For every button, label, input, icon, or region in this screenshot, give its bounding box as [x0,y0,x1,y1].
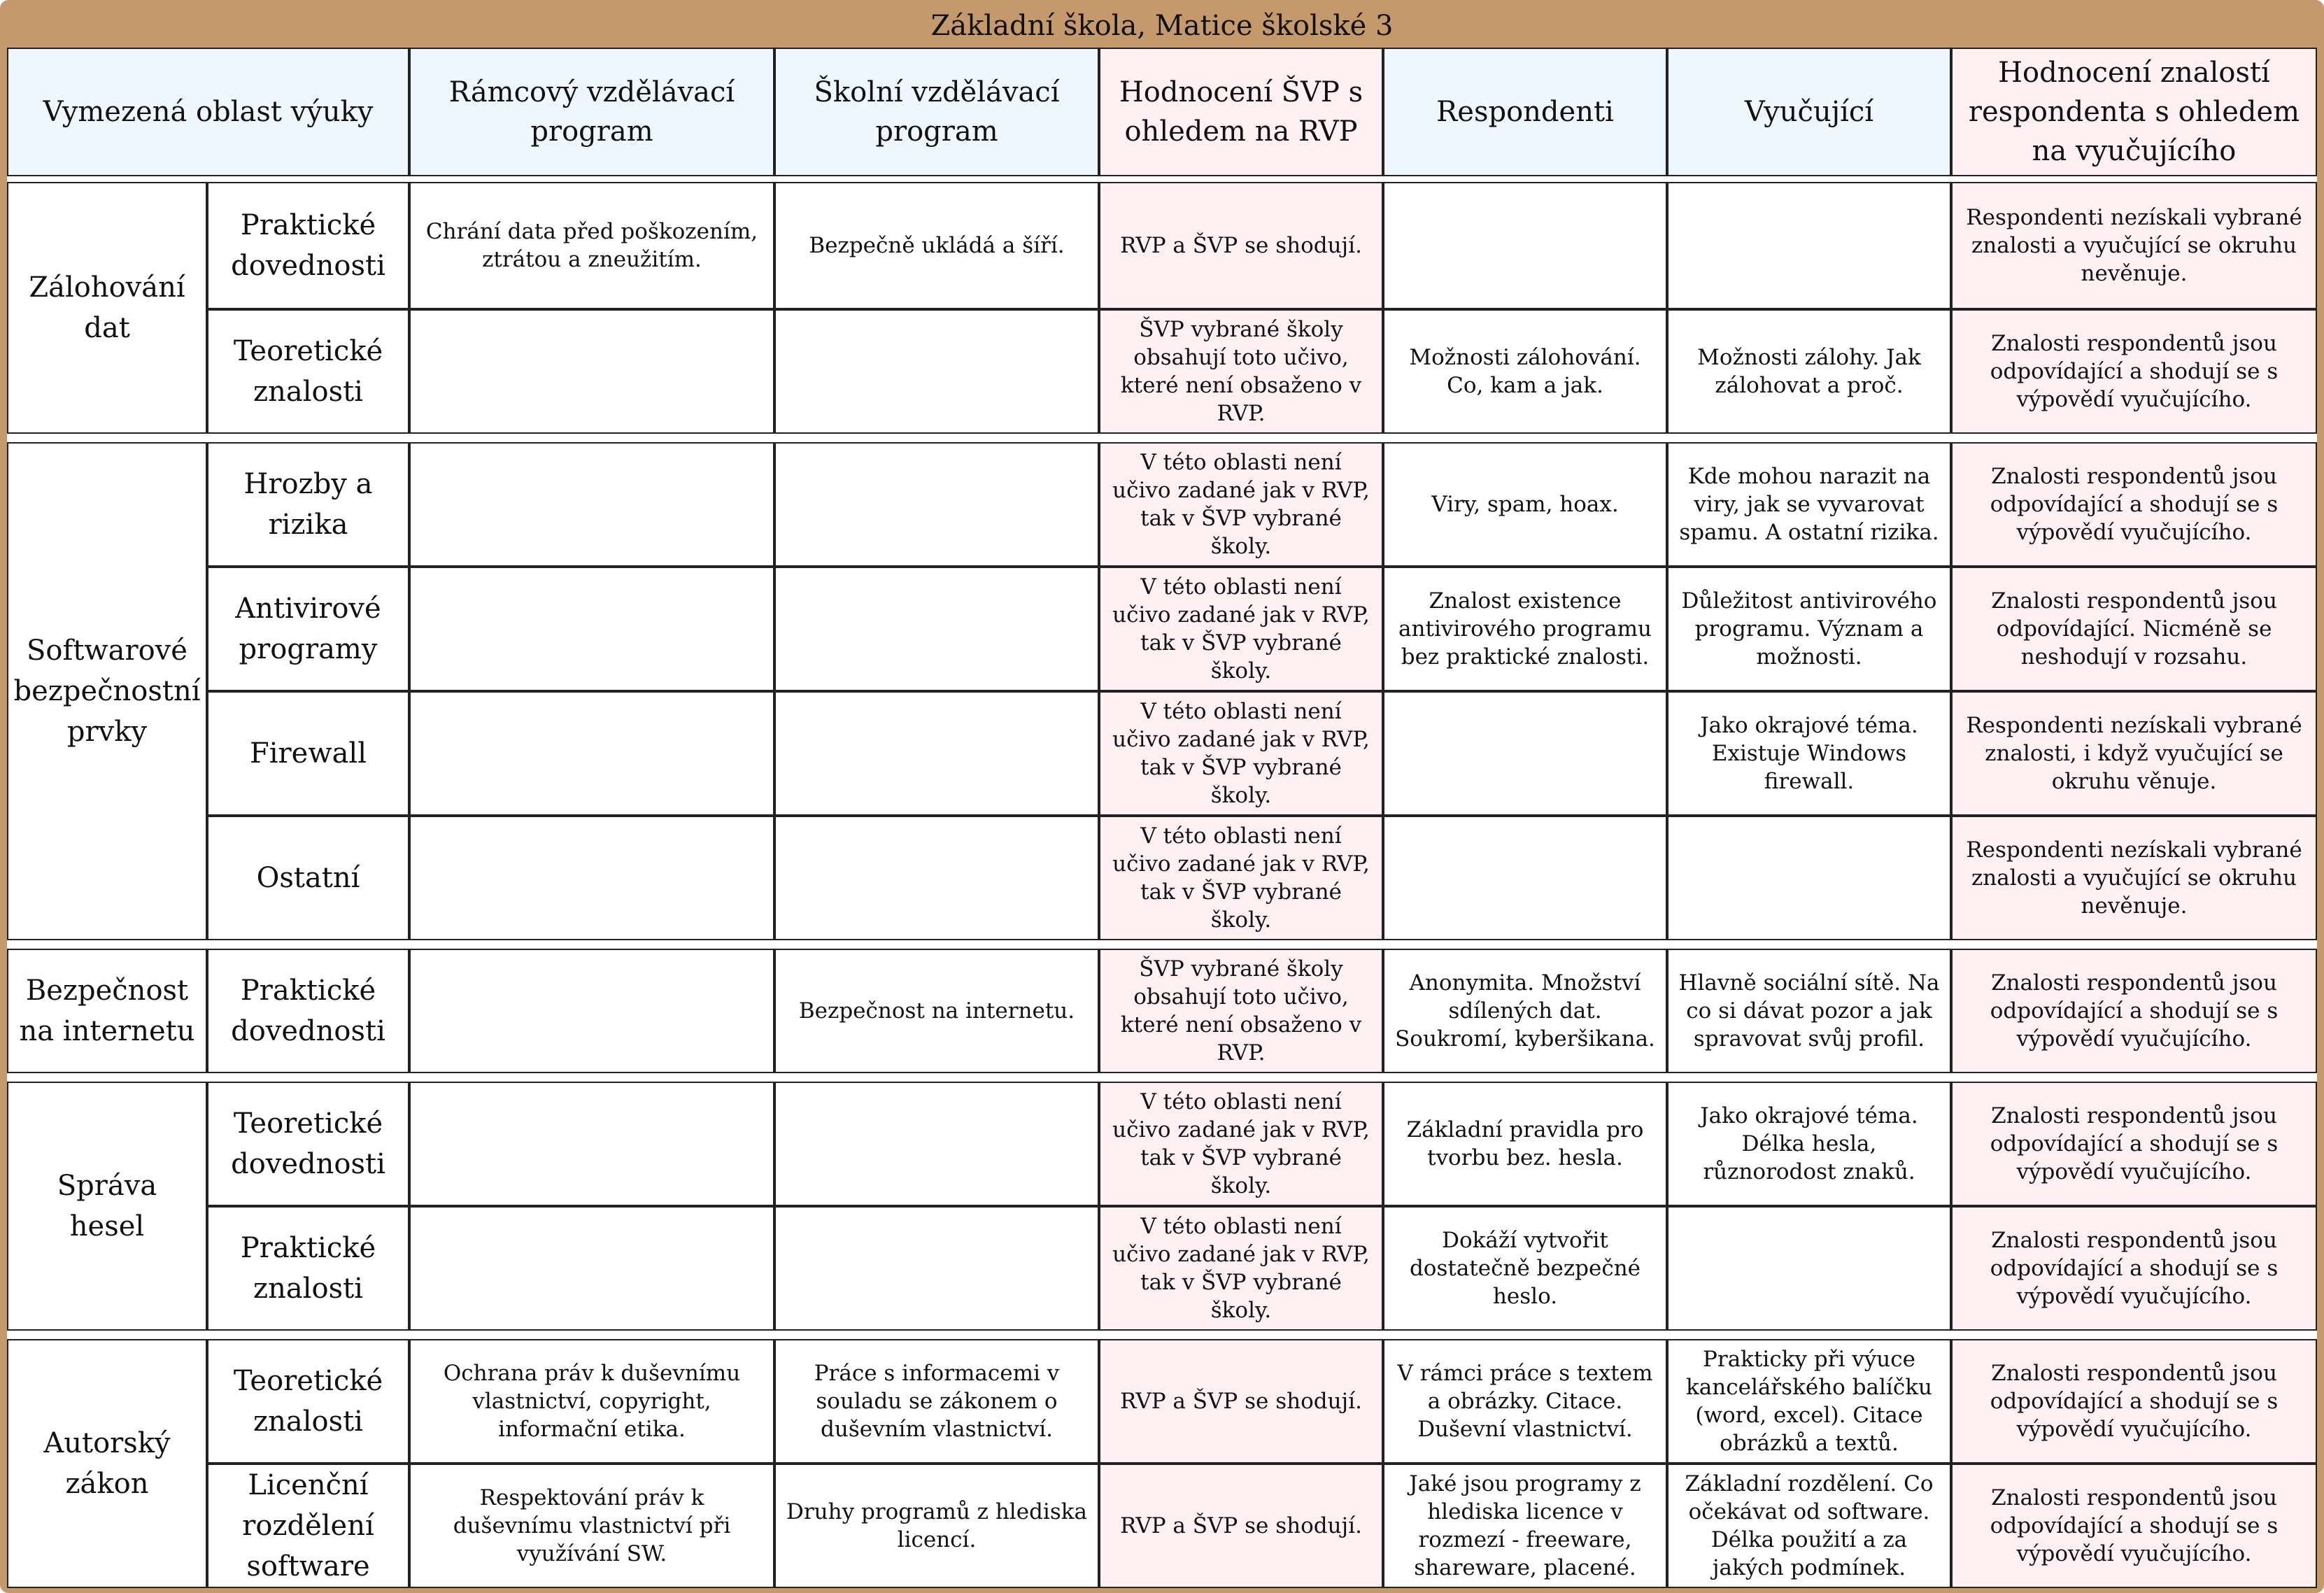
group-label: Zálohování dat [7,182,207,434]
cell-respondents: Anonymita. Množství sdílených dat. Soukromí, kyberšikana. [1383,949,1667,1073]
cell-eval-svp: V této oblasti není učivo zadané jak v RVP, tak v ŠVP vybrané školy. [1099,442,1383,567]
subarea-label: Ostatní [207,816,409,940]
cell-eval-resp: Znalosti respondentů jsou odpovídající. Nicméně se neshodují v rozsahu. [1951,567,2317,691]
cell-rvp [409,1206,774,1331]
cell-teachers: Důležitost antivirového programu. Význam a možnosti. [1667,567,1951,691]
subarea-label: Praktické dovednosti [207,182,409,309]
subarea-label: Teoretické znalosti [207,309,409,434]
header-svp: Školní vzdělávací program [774,48,1099,176]
subarea-label: Praktické znalosti [207,1206,409,1331]
cell-rvp [409,691,774,816]
group-label: Bezpečnost na internetu [7,949,207,1073]
cell-eval-resp: Znalosti respondentů jsou odpovídající a shodují se s výpovědí vyučujícího. [1951,1082,2317,1206]
cell-eval-svp: V této oblasti není učivo zadané jak v RVP, tak v ŠVP vybrané školy. [1099,567,1383,691]
cell-respondents: V rámci práce s textem a obrázky. Citace. Duševní vlastnictví. [1383,1339,1667,1464]
cell-teachers [1667,1206,1951,1331]
cell-svp [774,1082,1099,1206]
header-respondents: Respondenti [1383,48,1667,176]
cell-svp: Bezpečnost na internetu. [774,949,1099,1073]
cell-eval-svp: V této oblasti není učivo zadané jak v RVP, tak v ŠVP vybrané školy. [1099,1206,1383,1331]
cell-eval-resp: Znalosti respondentů jsou odpovídající a shodují se s výpovědí vyučujícího. [1951,949,2317,1073]
cell-eval-resp: Respondenti nezískali vybrané znalosti a vyučující se okruhu nevěnuje. [1951,816,2317,940]
cell-rvp: Ochrana práv k duševnímu vlastnictví, copyright, informační etika. [409,1339,774,1464]
subarea-label: Firewall [207,691,409,816]
cell-respondents [1383,691,1667,816]
header-area: Vymezená oblast výuky [7,48,409,176]
header-rvp: Rámcový vzdělávací program [409,48,774,176]
cell-teachers: Kde mohou narazit na viry, jak se vyvarovat spamu. A ostatní rizika. [1667,442,1951,567]
cell-respondents: Jaké jsou programy z hlediska licence v rozmezí - freeware, shareware, placené. [1383,1464,1667,1588]
cell-svp [774,1206,1099,1331]
cell-eval-resp: Znalosti respondentů jsou odpovídající a shodují se s výpovědí vyučujícího. [1951,1464,2317,1588]
cell-eval-svp: V této oblasti není učivo zadané jak v RVP, tak v ŠVP vybrané školy. [1099,816,1383,940]
subarea-label: Teoretické znalosti [207,1339,409,1464]
cell-respondents: Dokáží vytvořit dostatečně bezpečné heslo. [1383,1206,1667,1331]
table-title: Základní škola, Matice školské 3 [4,4,2320,48]
cell-respondents: Možnosti zálohování. Co, kam a jak. [1383,309,1667,434]
cell-rvp [409,567,774,691]
cell-eval-resp: Znalosti respondentů jsou odpovídající a shodují se s výpovědí vyučujícího. [1951,1206,2317,1331]
cell-svp [774,442,1099,567]
cell-rvp [409,442,774,567]
cell-teachers [1667,816,1951,940]
cell-rvp: Chrání data před poškozením, ztrátou a zneužitím. [409,182,774,309]
group-label: Softwarové bezpečnostní prvky [7,442,207,940]
cell-respondents: Viry, spam, hoax. [1383,442,1667,567]
cell-svp [774,691,1099,816]
cell-svp: Bezpečně ukládá a šíří. [774,182,1099,309]
cell-svp: Druhy programů z hlediska licencí. [774,1464,1099,1588]
cell-svp [774,816,1099,940]
header-eval-svp: Hodnocení ŠVP s ohledem na RVP [1099,48,1383,176]
cell-eval-svp: V této oblasti není učivo zadané jak v RVP, tak v ŠVP vybrané školy. [1099,691,1383,816]
cell-eval-svp: RVP a ŠVP se shodují. [1099,182,1383,309]
cell-teachers: Možnosti zálohy. Jak zálohovat a proč. [1667,309,1951,434]
cell-eval-svp: ŠVP vybrané školy obsahují toto učivo, které není obsaženo v RVP. [1099,309,1383,434]
table-body [7,48,2317,1586]
cell-respondents [1383,816,1667,940]
subarea-label: Praktické dovednosti [207,949,409,1073]
header-eval-resp: Hodnocení znalostí respondenta s ohledem na vyučujícího [1951,48,2317,176]
cell-eval-svp: RVP a ŠVP se shodují. [1099,1464,1383,1588]
cell-rvp: Respektování práv k duševnímu vlastnictví při využívání SW. [409,1464,774,1588]
cell-teachers: Základní rozdělení. Co očekávat od software. Délka použití a za jakých podmínek. [1667,1464,1951,1588]
cell-eval-svp: V této oblasti není učivo zadané jak v RVP, tak v ŠVP vybrané školy. [1099,1082,1383,1206]
group-label: Autorský zákon [7,1339,207,1588]
subarea-label: Hrozby a rizika [207,442,409,567]
header-teachers: Vyučující [1667,48,1951,176]
cell-rvp [409,949,774,1073]
cell-teachers: Jako okrajové téma. Délka hesla, různorodost znaků. [1667,1082,1951,1206]
cell-svp: Práce s informacemi v souladu se zákonem o duševním vlastnictví. [774,1339,1099,1464]
cell-rvp [409,816,774,940]
subarea-label: Antivirové programy [207,567,409,691]
subarea-label: Licenční rozdělení software [207,1464,409,1588]
cell-eval-svp: ŠVP vybrané školy obsahují toto učivo, které není obsaženo v RVP. [1099,949,1383,1073]
cell-respondents: Znalost existence antivirového programu bez praktické znalosti. [1383,567,1667,691]
group-label: Správa hesel [7,1082,207,1331]
cell-teachers: Jako okrajové téma. Existuje Windows firewall. [1667,691,1951,816]
cell-teachers: Hlavně sociální sítě. Na co si dávat pozor a jak spravovat svůj profil. [1667,949,1951,1073]
cell-svp [774,309,1099,434]
cell-eval-resp: Znalosti respondentů jsou odpovídající a shodují se s výpovědí vyučujícího. [1951,309,2317,434]
cell-rvp [409,1082,774,1206]
cell-eval-resp: Respondenti nezískali vybrané znalosti, i když vyučující se okruhu věnuje. [1951,691,2317,816]
cell-respondents [1383,182,1667,309]
cell-eval-resp: Znalosti respondentů jsou odpovídající a shodují se s výpovědí vyučujícího. [1951,1339,2317,1464]
cell-eval-resp: Znalosti respondentů jsou odpovídající a shodují se s výpovědí vyučujícího. [1951,442,2317,567]
cell-respondents: Základní pravidla pro tvorbu bez. hesla. [1383,1082,1667,1206]
cell-teachers [1667,182,1951,309]
cell-teachers: Prakticky při výuce kancelářského balíčku (word, excel). Citace obrázků a textů. [1667,1339,1951,1464]
subarea-label: Teoretické dovednosti [207,1082,409,1206]
cell-eval-svp: RVP a ŠVP se shodují. [1099,1339,1383,1464]
cell-eval-resp: Respondenti nezískali vybrané znalosti a vyučující se okruhu nevěnuje. [1951,182,2317,309]
cell-svp [774,567,1099,691]
cell-rvp [409,309,774,434]
